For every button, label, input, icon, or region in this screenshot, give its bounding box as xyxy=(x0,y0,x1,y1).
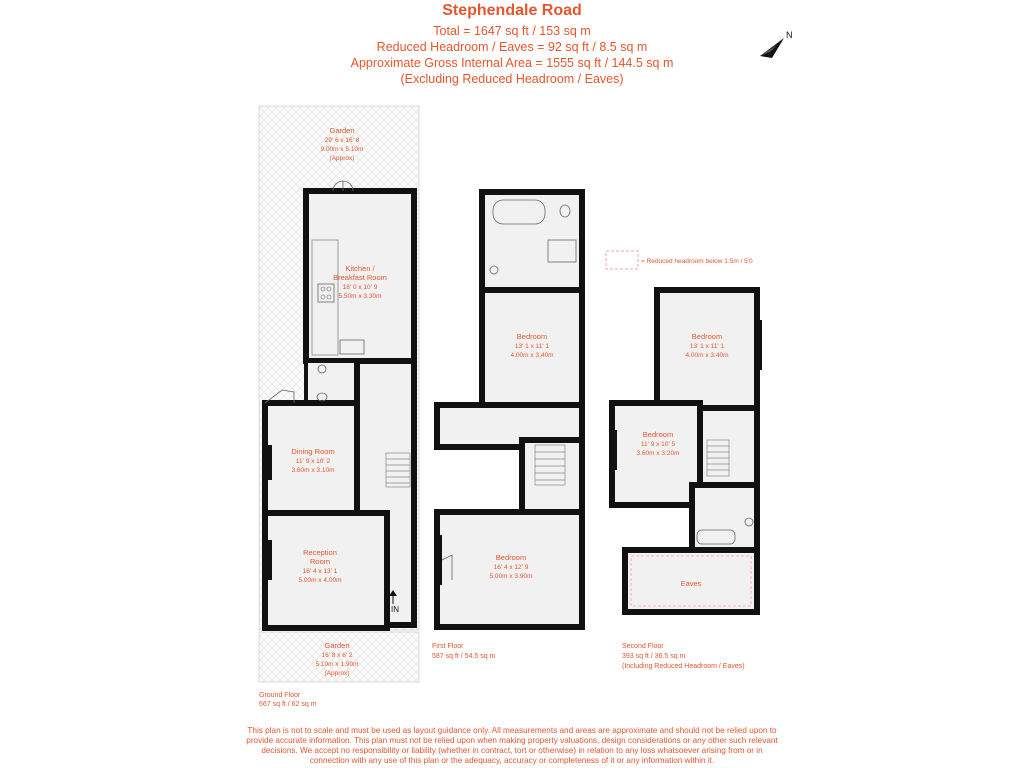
second-mid-bedroom-name: Bedroom xyxy=(642,430,674,439)
disclaimer-line: decisions. We accept no responsibility or liability (whether in contract, tort or otherwise) in relation to any loss whatsoever arising from or in xyxy=(261,746,763,755)
front-garden-note: (Approx) xyxy=(324,670,350,677)
second-floor-note: (Including Reduced Headroom / Eaves) xyxy=(622,663,745,670)
entrance-label: IN xyxy=(391,605,399,614)
rear-garden-metric: 9.00m x 5.10m xyxy=(320,146,364,153)
first-rear-bedroom-metric: 4.00m x 3.40m xyxy=(510,352,554,359)
reduced-headroom-swatch xyxy=(606,251,638,269)
rear-garden-imperial: 29' 6 x 16' 8 xyxy=(324,137,360,144)
first-rear-bedroom-imperial: 13' 1 x 11' 1 xyxy=(514,343,550,350)
total-area: Total = 1647 sq ft / 153 sq m xyxy=(433,24,591,38)
second-floor-label: Second Floor xyxy=(622,643,664,650)
first-floor-label: First Floor xyxy=(432,643,464,650)
first-front-bedroom-imperial: 16' 4 x 12' 9 xyxy=(493,564,529,571)
legend xyxy=(606,251,753,269)
compass-north-letter: N xyxy=(786,30,793,40)
second-rear-bedroom-name: Bedroom xyxy=(691,332,723,341)
front-garden-name: Garden xyxy=(324,641,350,650)
kitchen-name-line2: Breakfast Room xyxy=(333,273,387,282)
first-chimney-breast xyxy=(434,535,442,585)
rear-garden-note: (Approx) xyxy=(329,155,355,162)
second-mid-bedroom-imperial: 11' 9 x 10' 5 xyxy=(640,441,676,448)
reception-imperial: 16' 4 x 13' 1 xyxy=(302,568,338,575)
eaves-name: Eaves xyxy=(680,579,702,588)
legend-text: = Reduced headroom below 1.5m / 5'0 xyxy=(641,258,753,265)
rear-garden-name: Garden xyxy=(329,126,355,135)
dining-imperial: 11' 9 x 10' 2 xyxy=(295,458,331,465)
second-floor-plan xyxy=(609,290,762,670)
reception-name: Reception xyxy=(303,548,337,557)
disclaimer xyxy=(226,726,798,766)
second-mid-bedroom-metric: 3.60m x 3.20m xyxy=(636,450,680,457)
reduced-headroom-area: Reduced Headroom / Eaves = 92 sq ft / 8.5 sq m xyxy=(376,40,648,54)
second-floor-area: 393 sq ft / 36.5 sq m xyxy=(622,653,686,660)
first-stair-well xyxy=(522,440,582,512)
first-rear-bedroom-name: Bedroom xyxy=(516,332,548,341)
ground-floor-label: Ground Floor xyxy=(259,692,301,699)
dining-chimney-breast xyxy=(262,445,272,480)
front-garden-imperial: 16' 8 x 6' 2 xyxy=(321,652,353,659)
dining-name: Dining Room xyxy=(291,447,335,456)
gross-internal-area: Approximate Gross Internal Area = 1555 sq ft / 144.5 sq m xyxy=(350,56,674,70)
ground-floor-area: 667 sq ft / 62 sq m xyxy=(259,701,317,708)
kitchen-metric: 5.50m x 3.30m xyxy=(338,293,382,300)
second-chimney-breast xyxy=(754,320,762,370)
first-floor-area: 587 sq ft / 54.5 sq m xyxy=(432,653,496,660)
disclaimer-line: This plan is not to scale and must be used as layout guidance only. All measurements and areas are approximate and should not be relied upon to xyxy=(247,726,777,735)
excluding-note: (Excluding Reduced Headroom / Eaves) xyxy=(400,72,624,86)
second-bathroom xyxy=(692,485,757,550)
compass-icon xyxy=(760,30,793,58)
kitchen-name: Kitchen / xyxy=(345,264,375,273)
second-rear-bedroom-imperial: 13' 1 x 11' 1 xyxy=(689,343,725,350)
reception-chimney-breast xyxy=(262,540,272,580)
disclaimer-line: provide accurate information. This plan must not be relied upon when making property valuations, design considerations or any other such relevant xyxy=(246,736,778,745)
disclaimer-line: connection with any use of this plan or the adequacy, accuracy or completeness of it or any information within it. xyxy=(309,756,715,765)
ground-floor-plan xyxy=(259,106,419,708)
reception-metric: 5.00m x 4.00m xyxy=(298,577,342,584)
plan-title: Stephendale Road xyxy=(442,2,582,19)
front-garden-metric: 5.10m x 1.90m xyxy=(315,661,359,668)
second-mid-chimney-breast xyxy=(609,430,617,470)
first-floor-plan xyxy=(432,192,582,660)
first-front-bedroom-metric: 5.00m x 3.90m xyxy=(489,573,533,580)
reception-name-line2: Room xyxy=(309,557,331,566)
first-front-bedroom-name: Bedroom xyxy=(495,553,527,562)
second-rear-bedroom-metric: 4.00m x 3.40m xyxy=(685,352,729,359)
dining-metric: 3.60m x 3.10m xyxy=(291,467,335,474)
first-bathroom xyxy=(482,192,582,290)
kitchen-imperial: 18' 0 x 10' 9 xyxy=(342,284,378,291)
